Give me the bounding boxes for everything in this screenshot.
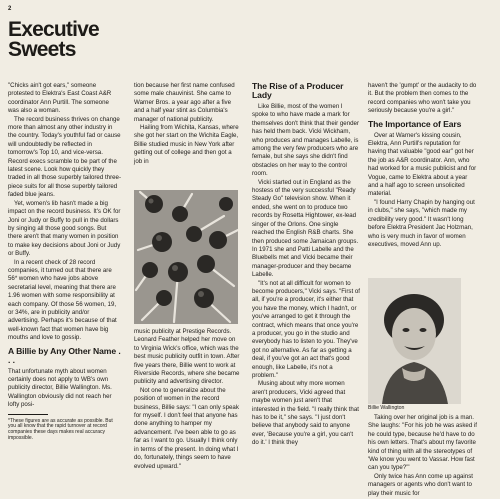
paragraph: haven't the 'gumpt' or the audacity to do it. But the problem then comes to the record companies who won't take you seriously because you're a girl."	[368, 82, 477, 115]
paragraph: Over at Warner's kissing cousin, Elektra, Ann Purtill's reputation for having that valuable "good ear" got her the job as A&R coordinator. Ann, who had worked for a music publicist and for Vogue, came to Elektra about a year and a half ago to screen unsolicited material.	[368, 131, 477, 198]
column-2-bottom	[134, 328, 240, 471]
section-heading-billie: A Billie by Any Other Name . . .	[8, 345, 121, 365]
page-number: 2	[8, 6, 12, 12]
paragraph: The record business thrives on change more than almost any other industry in the country. Today's youthful fad or cause will undoubtedly be reflected in tomorrow's Top 10, and vice-versa. Record execs scramble to be part of the latest scene. Look how quickly they traded in all those superbly tailored three-piece suits for all those superbly tailored faded blue jeans.	[8, 115, 121, 199]
column-4-top	[368, 82, 478, 249]
paragraph: "I found Harry Chapin by hanging out in clubs," she says, "which made my credibility very good." It wasn't long before Elektra President Jac Holzman, who is very much in favor of women executives, moved Ann up.	[368, 198, 475, 248]
footnote: *These figures are as accurate as possible. But you all know that the rapid turnover at record companies these days makes real accuracy impossible.	[8, 417, 113, 442]
column-1	[8, 82, 121, 442]
section-heading-ears: The Importance of Ears	[368, 118, 462, 129]
paragraph: music publicity at Prestige Records. Leonard Feather helped her move on to Virginia Wick's office, which was the best music publicity outfit in town. After five years there, Billie went to work at Riverside Records, where she became publicity and advertising director.	[134, 328, 240, 386]
photo-caption: Billie Wallington	[368, 405, 405, 411]
portrait-image	[368, 278, 461, 404]
paragraph: Like Billie, most of the women I spoke to who have made a mark for themselves don't think that their gender has held them back. Vicki Wickham, who produces and manages Labelle, is among the very few producers who are female, but she says she didn't find obstacles on her way to the control room.	[252, 103, 359, 178]
paragraph: Vicki started out in England as the hostess of the very successful "Ready Steady Go" television show. When it ended, she went on to produce two records by Rosetta Hightower, ex-lead singer of the Orlons. One single reached the English R&B charts. She then produced some Jamaican groups. In 1971 she and Patti Labelle and the Bluebells met and Vicki became their manager-producer and they became Labelle.	[252, 178, 359, 279]
lollipop-image	[134, 190, 238, 324]
column-2-top	[134, 82, 240, 166]
column-4-bottom	[368, 414, 478, 498]
paragraph: Hailing from Wichita, Kansas, where she got her start on the Wichita Eagle, Billie studied music in New York after getting out of college and then got a job in	[134, 124, 239, 165]
paragraph: That unfortunate myth about women certainly does not apply to WB's own publicity director, Billie Wallington. Ms. Wallington obviously did not reach her lofty posi-	[8, 367, 112, 409]
paragraph: In a recent check of 28 record companies, it turned out that there are 56* women who have jobs above secretarial level, meaning that there are 1.96 women with some responsibility at each company. Of those 56 women, 19, or 34%, are in publicity and/or advertising. Perhaps it's because of that well-known fact that women have big mouths and love to gossip.	[8, 258, 117, 342]
column-3	[252, 82, 360, 448]
lollipop-photo	[134, 190, 238, 324]
paragraph: Musing about why more women aren't producers, Vicki agreed that maybe women just aren't that interested in the field. "I really think that has to be it," she says. "I just don't believe that anybody said to anyone ever, 'Because you're a girl, you can't do it.' I think they	[252, 380, 359, 447]
paragraph: "It's not at all difficult for women to become producers," Vicki says. "First of all, if you're a producer, it's either that you have the money, which I hadn't, or you've arranged to get it through the contract, which means that once you're a producer, you go in the studio and everybody has to listen to you. They've got no alternative. As far as getting a deal, if you've got an act that's good enough, like Labelle, it's not a problem."	[252, 279, 360, 379]
paragraph: Only twice has Ann come up against managers or agents who don't want to play their music for	[368, 472, 473, 497]
section-heading-producer: The Rise of a Producer Lady	[252, 81, 344, 100]
footnote-divider	[8, 414, 48, 415]
billie-wallington-photo	[368, 278, 461, 404]
paragraph: Not one to generalize about the position of women in the record business, Billie says: "I can only speak for myself. I don't feel that anyone has done anything to hamper my advancement. I've been able to go as far as I want to go. Usually I think only in terms of the present. In doing what I do, fortunately, things seem to have evolved upward."	[134, 386, 239, 470]
paragraph: Taking over her original job is a man. She laughs: "For his job he was asked if he could type, because he'd have to do his own letters. That's about my favorite kind of thing with all the stereotypes of 'We know you went to Vassar. How fast can you type?'"	[368, 414, 478, 472]
paragraph: Yet, women's lib hasn't made a big impact on the record business. It's OK for Joni or Judy or Buffy to pull in the dollars by singing all those good songs. But there aren't that many women in position to make key decisions about Joni or Judy or Buffy.	[8, 199, 121, 258]
article-title: Executive Sweets	[8, 18, 99, 61]
paragraph: "Chicks ain't got ears," someone protested to Elektra's East Coast A&R coordinator Ann Purtill. The someone was also a woman.	[8, 82, 112, 115]
paragraph: tion because her first name confused some male chauvinist. She came to Warner Bros. a year ago after a five and a half year stint as Columbia's manager of national publicity.	[134, 82, 235, 123]
